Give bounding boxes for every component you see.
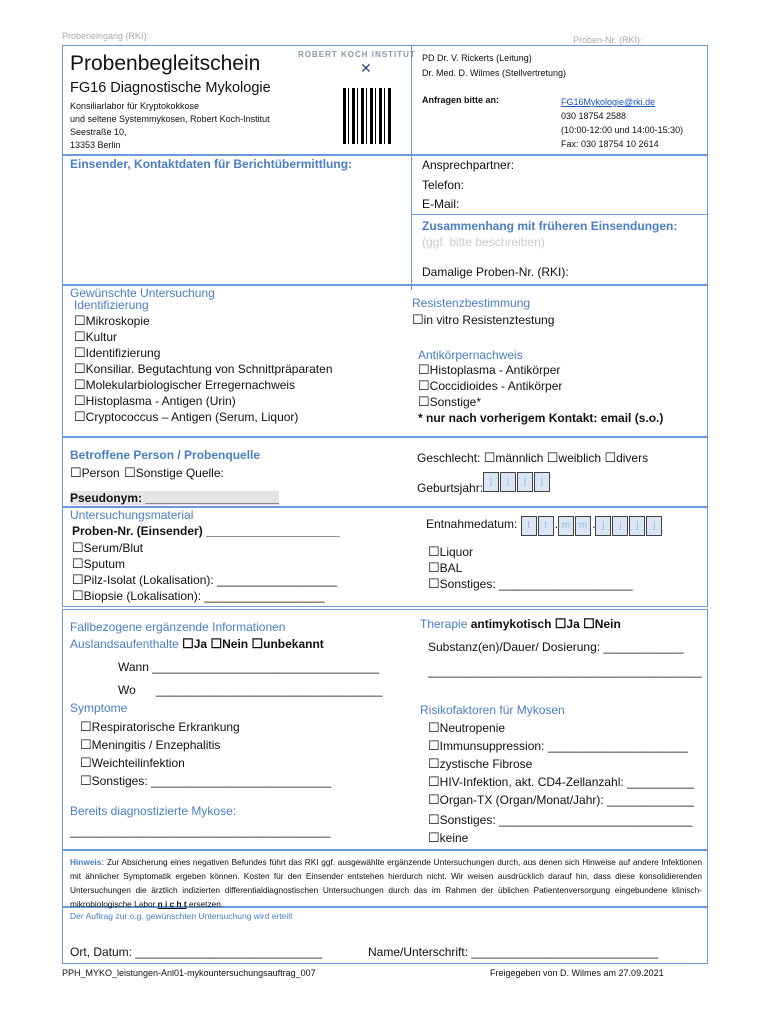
checkbox-maennlich[interactable]: ☐ männlich — [484, 451, 544, 465]
email-link[interactable]: FG16Mykologie@rki.de — [561, 97, 656, 107]
checkbox-sonstiges-risiko[interactable]: ☐ Sonstiges: _____________________________ — [428, 811, 694, 829]
checkbox-keine[interactable]: ☐ keine — [428, 829, 694, 847]
ansprechpartner-field[interactable]: Ansprechpartner: — [422, 158, 515, 172]
year-digit[interactable]: j — [483, 472, 499, 492]
checkbox-kultur[interactable]: ☐ Kultur — [74, 329, 333, 345]
checkbox-zystische-fibrose[interactable]: ☐ zystische Fibrose — [428, 755, 694, 773]
entnahmedatum-label: Entnahmedatum: — [426, 517, 518, 531]
damalige-field[interactable]: Damalige Proben-Nr. (RKI): — [422, 265, 569, 279]
antikoerper-note: * nur nach vorherigem Kontakt: email (s.o.) — [418, 411, 664, 425]
checkbox-ausland-unbekannt[interactable]: ☐ unbekannt — [251, 637, 323, 651]
substanz-field[interactable]: Substanz(en)/Dauer/ Dosierung: ____________ — [428, 640, 684, 654]
wo-field[interactable]: Wo __________________________________ — [118, 683, 383, 697]
checkbox-pilz-isolat[interactable]: ☐ Pilz-Isolat (Lokalisation): __________________ — [72, 572, 337, 588]
bereits-heading: Bereits diagnostizierte Mykose: — [70, 804, 237, 818]
checkbox-sonstige-quelle[interactable]: ☐ Sonstige Quelle: — [124, 466, 224, 480]
date-digit[interactable]: m — [558, 516, 574, 536]
checkbox-therapie-nein[interactable]: ☐ Nein — [583, 617, 621, 631]
source-row — [70, 464, 224, 482]
checkbox-weichteil[interactable]: ☐ Weichteilinfektion — [80, 754, 331, 772]
checkbox-divers[interactable]: ☐ divers — [604, 451, 648, 465]
person-heading: Betroffene Person / Probenquelle — [70, 448, 261, 462]
year-digit[interactable]: j — [534, 472, 550, 492]
untersuchung-heading: Gewünschte Untersuchung — [70, 286, 215, 300]
contact-block: FG16Mykologie@rki.de 030 18754 2588 (10:00-12:00 und 14:00-15:30) Fax: 030 18754 10 2614 — [561, 97, 684, 149]
identifizierung-heading: Identifizierung — [74, 298, 149, 312]
checkbox-weiblich[interactable]: ☐ weiblich — [547, 451, 601, 465]
telefon-field[interactable]: Telefon: — [422, 178, 465, 192]
material-right-list — [428, 544, 633, 592]
checkbox-hiv[interactable]: ☐ HIV-Infektion, akt. CD4-Zellanzahl: __________ — [428, 773, 694, 791]
checkbox-ausland-ja[interactable]: ☐ Ja — [182, 637, 207, 651]
footer-release: Freigegeben von D. Wilmes am 27.09.2021 — [490, 968, 664, 978]
therapie-row — [420, 616, 621, 632]
fall-heading: Fallbezogene ergänzende Informationen — [70, 620, 286, 634]
geburtsjahr-row — [417, 472, 551, 495]
deputy-name: Dr. Med. D. Wilmes (Stellvertretung) — [422, 68, 567, 78]
checkbox-konsiliar[interactable]: ☐ Konsiliar. Begutachtung von Schnittpräparaten — [74, 361, 333, 377]
ausland-row — [70, 636, 324, 652]
proben-nr-einsender-field[interactable]: Proben-Nr. (Einsender) ____________________ — [72, 524, 340, 538]
lead-name: PD Dr. V. Rickerts (Leitung) — [422, 53, 532, 63]
checkbox-therapie-ja[interactable]: ☐ Ja — [555, 617, 580, 631]
footer-doc-id: PPH_MYKO_leistungen-Anl01-mykountersuchungsauftrag_007 — [62, 968, 316, 978]
geburtsjahr-label: Geburtsjahr: — [417, 481, 484, 495]
checkbox-person[interactable]: ☐ Person — [70, 466, 120, 480]
checkbox-histoplasma-ak[interactable]: ☐ Histoplasma - Antikörper — [418, 362, 663, 378]
zusammenhang-hint[interactable]: (ggf. bitte beschreiben) — [422, 235, 545, 249]
checkbox-meningitis[interactable]: ☐ Meningitis / Enzephalitis — [80, 736, 331, 754]
checkbox-respiratorisch[interactable]: ☐ Respiratorische Erkrankung — [80, 718, 331, 736]
checkbox-sonstiges-material[interactable]: ☐ Sonstiges: ____________________ — [428, 576, 633, 592]
zusammenhang-heading: Zusammenhang mit früheren Einsendungen: — [422, 219, 678, 233]
checkbox-mikroskopie[interactable]: ☐ Mikroskopie — [74, 313, 333, 329]
risiko-list — [428, 719, 694, 847]
address: Konsiliarlabor für Kryptokokkose und seltene Systemmykosen, Robert Koch-Institut Seestraße 10, 13353 Berlin — [70, 101, 270, 150]
symptome-list — [80, 718, 331, 790]
auftrag-heading: Der Auftrag zur o.g. gewünschten Untersuchung wird erteilt — [70, 911, 293, 921]
probeneingang-label: Probeneingang (RKI): — [62, 31, 150, 41]
ausland-label: Auslandsaufenthalte — [70, 637, 179, 651]
date-digit[interactable]: j — [612, 516, 628, 536]
checkbox-liquor[interactable]: ☐ Liquor — [428, 544, 633, 560]
checkbox-serum[interactable]: ☐ Serum/Blut — [72, 540, 337, 556]
qr-code — [343, 88, 391, 144]
geschlecht-row — [417, 450, 648, 466]
therapie-label: Therapie — [420, 617, 468, 631]
date-digit[interactable]: m — [575, 516, 591, 536]
checkbox-molekular[interactable]: ☐ Molekularbiologischer Erregernachweis — [74, 377, 333, 393]
material-heading: Untersuchungsmaterial — [70, 508, 194, 522]
hinweis-text: Hinweis: Zur Absicherung eines negativen Befundes führt das RKI ggf. ausgewählte ergänzende Untersuchungen durch, aus denen sich Hinweise auf andere Infektionen mit ähnlicher Symptomatik ergeben können. Kosten für den Einsender entstehen hierdurch nicht. Wir weisen ausdrücklich darauf hin, dass diese konsolidierenden Untersuchungen die ärztlich indizierten differentialdiagnostischen Untersuchungen durch das im Rahmen der üblichen Patientenversorgung eingebundene klinisch-mikrobiologische Labor n i c h t ersetzen. — [70, 857, 702, 909]
checkbox-identifizierung[interactable]: ☐ Identifizierung — [74, 345, 333, 361]
checkbox-sonstige-ak[interactable]: ☐ Sonstige* — [418, 394, 663, 410]
bereits-field[interactable]: _______________________________________ — [70, 824, 331, 838]
unterschrift-field[interactable]: Name/Unterschrift: ____________________________ — [368, 945, 659, 959]
checkbox-ausland-nein[interactable]: ☐ Nein — [210, 637, 248, 651]
department: FG16 Diagnostische Mykologie — [70, 80, 271, 96]
wann-field[interactable]: Wann __________________________________ — [118, 660, 380, 674]
checkbox-bal[interactable]: ☐ BAL — [428, 560, 633, 576]
rki-logo-icon: ✕ — [360, 60, 372, 76]
checkbox-biopsie[interactable]: ☐ Biopsie (Lokalisation): __________________ — [72, 588, 337, 604]
year-digit[interactable]: j — [517, 472, 533, 492]
email-field[interactable]: E-Mail: — [422, 197, 460, 211]
year-digit[interactable]: j — [500, 472, 516, 492]
checkbox-sonstiges-symptom[interactable]: ☐ Sonstiges: ___________________________ — [80, 772, 331, 790]
resistenz-heading: Resistenzbestimmung — [412, 296, 531, 310]
date-digit[interactable]: j — [646, 516, 662, 536]
checkbox-immunsuppression[interactable]: ☐ Immunsuppression: _____________________ — [428, 737, 694, 755]
divider — [411, 214, 708, 215]
date-digit[interactable]: t — [538, 516, 554, 536]
antikoerper-list — [418, 362, 663, 426]
geschlecht-label: Geschlecht: — [417, 451, 481, 465]
anfragen-label: Anfragen bitte an: — [422, 95, 500, 105]
rki-logo: ROBERT KOCH INSTITUT — [298, 50, 416, 59]
date-digit[interactable]: t — [521, 516, 537, 536]
proben-nr-rki-label: Proben-Nr. (RKI): — [573, 35, 643, 45]
antikoerper-heading: Antikörpernachweis — [418, 348, 523, 362]
ort-datum-field[interactable]: Ort, Datum: ____________________________ — [70, 945, 323, 959]
date-digit[interactable]: j — [595, 516, 611, 536]
einsender-heading: Einsender, Kontaktdaten für Berichtübermittlung: — [70, 157, 353, 171]
risiko-heading: Risikofaktoren für Mykosen — [420, 703, 565, 717]
checkbox-neutropenie[interactable]: ☐ Neutropenie — [428, 719, 694, 737]
page-title: Probenbegleitschein — [70, 52, 261, 75]
substanz-line[interactable]: _________________________________________ — [428, 664, 702, 678]
symptome-heading: Symptome — [70, 701, 128, 715]
untersuchung-list — [74, 313, 333, 425]
pseudonym-field[interactable]: Pseudonym: ____________________ — [70, 491, 279, 505]
checkbox-organ-tx[interactable]: ☐ Organ-TX (Organ/Monat/Jahr): _____________ — [428, 791, 694, 809]
checkbox-cryptococcus-antigen[interactable]: ☐ Cryptococcus – Antigen (Serum, Liquor) — [74, 409, 333, 425]
checkbox-resistenz[interactable]: ☐ in vitro Resistenztestung — [412, 312, 554, 328]
antimykotisch-label: antimykotisch — [470, 617, 552, 631]
checkbox-coccidioides-ak[interactable]: ☐ Coccidioides - Antikörper — [418, 378, 663, 394]
entnahmedatum-row: Entnahmedatum: t t . m m . j j j j — [426, 516, 663, 536]
checkbox-histoplasma-antigen[interactable]: ☐ Histoplasma - Antigen (Urin) — [74, 393, 333, 409]
date-digit[interactable]: j — [629, 516, 645, 536]
checkbox-sputum[interactable]: ☐ Sputum — [72, 556, 337, 572]
material-list — [72, 540, 337, 604]
